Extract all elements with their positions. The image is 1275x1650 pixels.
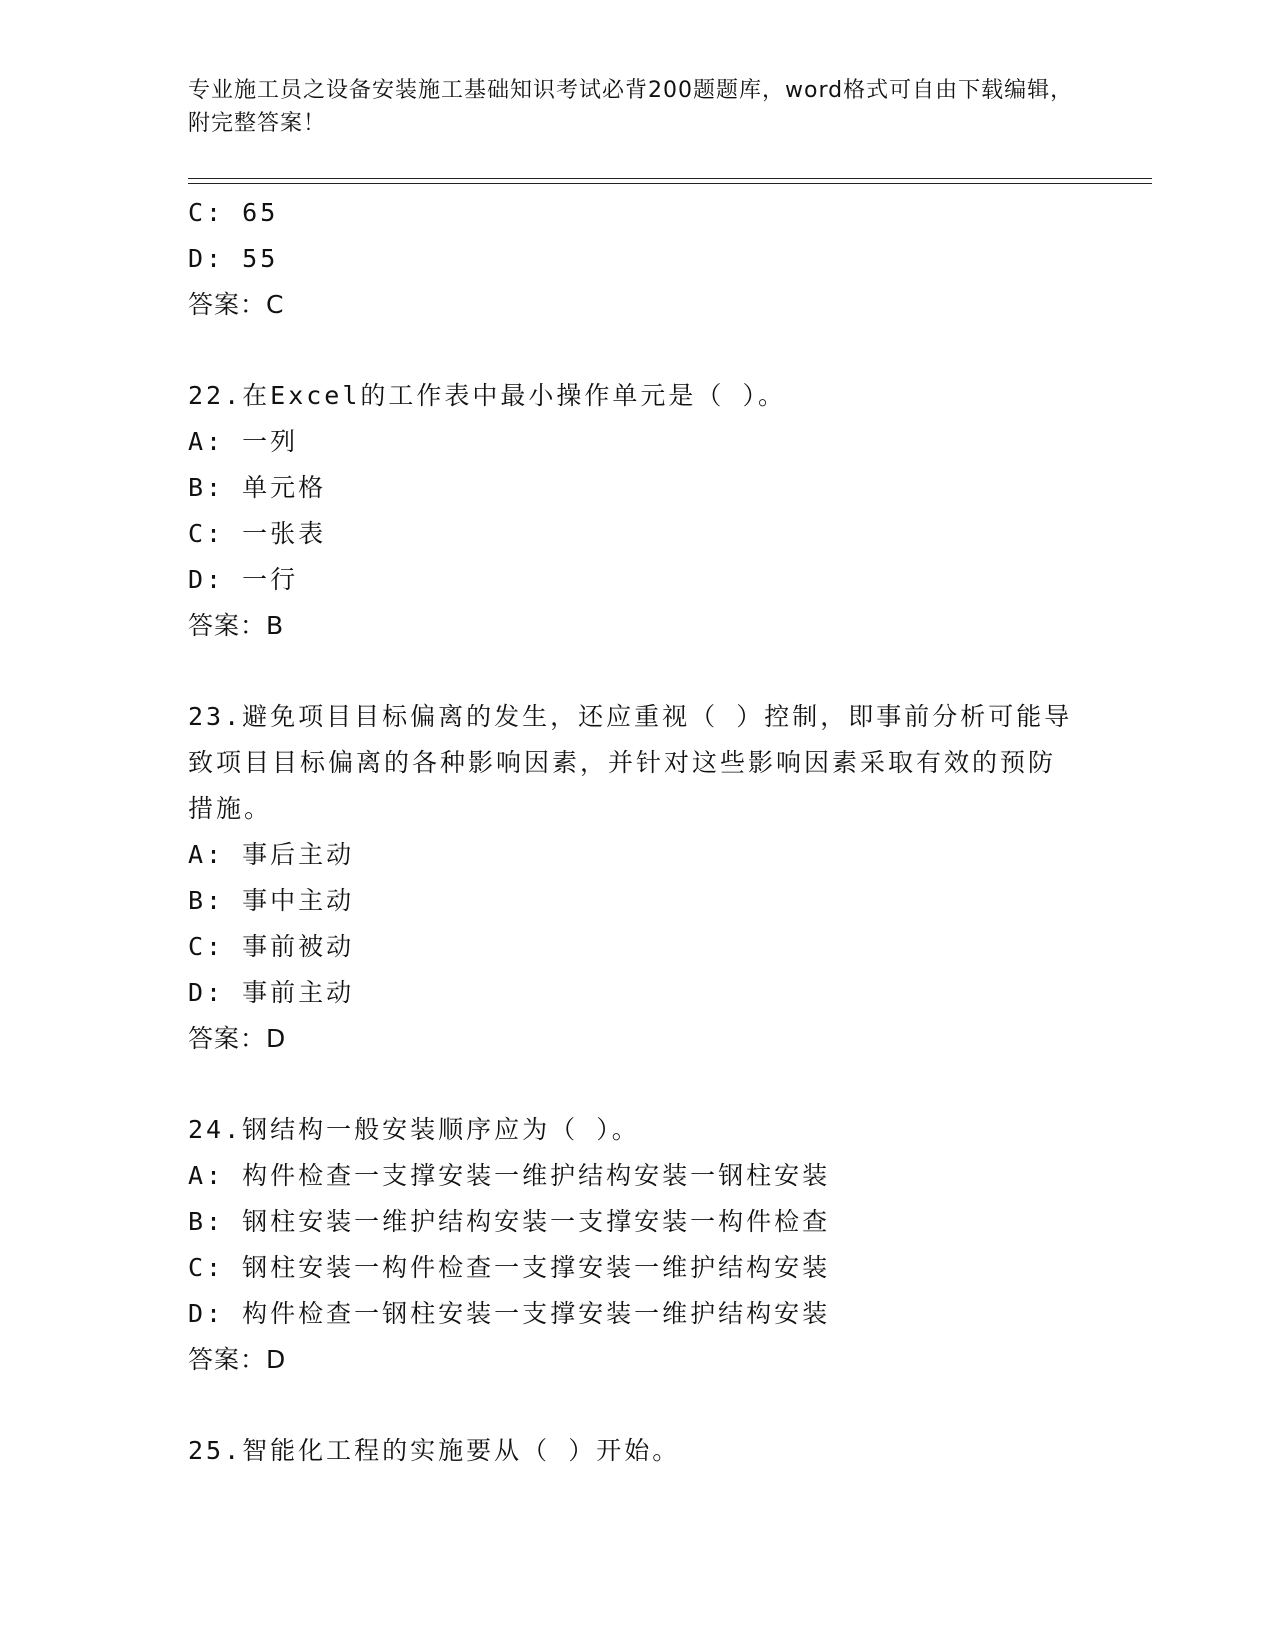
answer-line: 答案：C	[188, 290, 285, 319]
option-a	[188, 832, 1078, 878]
option-text: 单元格	[242, 473, 327, 502]
option-label: D:	[188, 1299, 225, 1328]
option-label: A:	[188, 1161, 225, 1190]
answer-line: 答案：B	[188, 611, 285, 640]
option-label: C:	[188, 519, 225, 548]
option-a	[188, 419, 1078, 465]
spacer	[188, 328, 1078, 373]
option-text: 事前主动	[242, 978, 355, 1007]
spacer	[188, 1383, 1078, 1428]
question-24	[188, 1107, 1078, 1383]
option-label: D:	[188, 565, 225, 594]
header-divider-bottom	[188, 183, 1152, 184]
spacer	[188, 649, 1078, 694]
question-stem: 25.智能化工程的实施要从（ ）开始。	[188, 1436, 681, 1465]
header-divider-top	[188, 178, 1152, 179]
question-25	[188, 1428, 1078, 1474]
option-text: 事后主动	[242, 840, 355, 869]
option-label: C:	[188, 932, 225, 961]
option-a	[188, 1153, 1078, 1199]
option-text: 55	[242, 244, 279, 273]
option-c	[188, 1245, 1078, 1291]
option-b	[188, 465, 1078, 511]
option-b	[188, 878, 1078, 924]
option-text: 事前被动	[242, 932, 355, 961]
option-label: B:	[188, 473, 225, 502]
option-c	[188, 190, 1078, 236]
option-b	[188, 1199, 1078, 1245]
option-c	[188, 924, 1078, 970]
option-text: 65	[242, 198, 279, 227]
question-21-continued	[188, 190, 1078, 328]
option-text: 钢柱安装一构件检查一支撑安装一维护结构安装	[242, 1253, 831, 1282]
option-d	[188, 970, 1078, 1016]
option-label: A:	[188, 840, 225, 869]
option-text: 构件检查一钢柱安装一支撑安装一维护结构安装	[242, 1299, 831, 1328]
answer-line: 答案：D	[188, 1024, 287, 1053]
question-22	[188, 373, 1078, 649]
option-text: 一张表	[242, 519, 327, 548]
option-label: D:	[188, 244, 225, 273]
option-d	[188, 1291, 1078, 1337]
option-text: 构件检查一支撑安装一维护结构安装一钢柱安装	[242, 1161, 831, 1190]
question-stem: 22.在Excel的工作表中最小操作单元是（ ）。	[188, 381, 786, 410]
question-content	[188, 190, 1078, 1474]
spacer	[188, 1062, 1078, 1107]
option-text: 事中主动	[242, 886, 355, 915]
option-c	[188, 511, 1078, 557]
option-label: A:	[188, 427, 225, 456]
option-label: B:	[188, 886, 225, 915]
question-stem: 23.避免项目目标偏离的发生，还应重视（ ）控制，即事前分析可能导致项目目标偏离的各种影响因素，并针对这些影响因素采取有效的预防措施。	[188, 702, 1073, 823]
option-label: C:	[188, 198, 225, 227]
option-text: 钢柱安装一维护结构安装一支撑安装一构件检查	[242, 1207, 831, 1236]
option-text: 一列	[242, 427, 299, 456]
option-d	[188, 557, 1078, 603]
option-label: C:	[188, 1253, 225, 1282]
page-header-title: 专业施工员之设备安装施工基础知识考试必背200题题库，word格式可自由下载编辑，附完整答案！	[188, 78, 1074, 136]
option-d	[188, 236, 1078, 282]
question-23	[188, 694, 1078, 1062]
answer-line: 答案：D	[188, 1345, 287, 1374]
option-label: D:	[188, 978, 225, 1007]
option-label: B:	[188, 1207, 225, 1236]
option-text: 一行	[242, 565, 299, 594]
question-stem: 24.钢结构一般安装顺序应为（ ）。	[188, 1115, 640, 1144]
